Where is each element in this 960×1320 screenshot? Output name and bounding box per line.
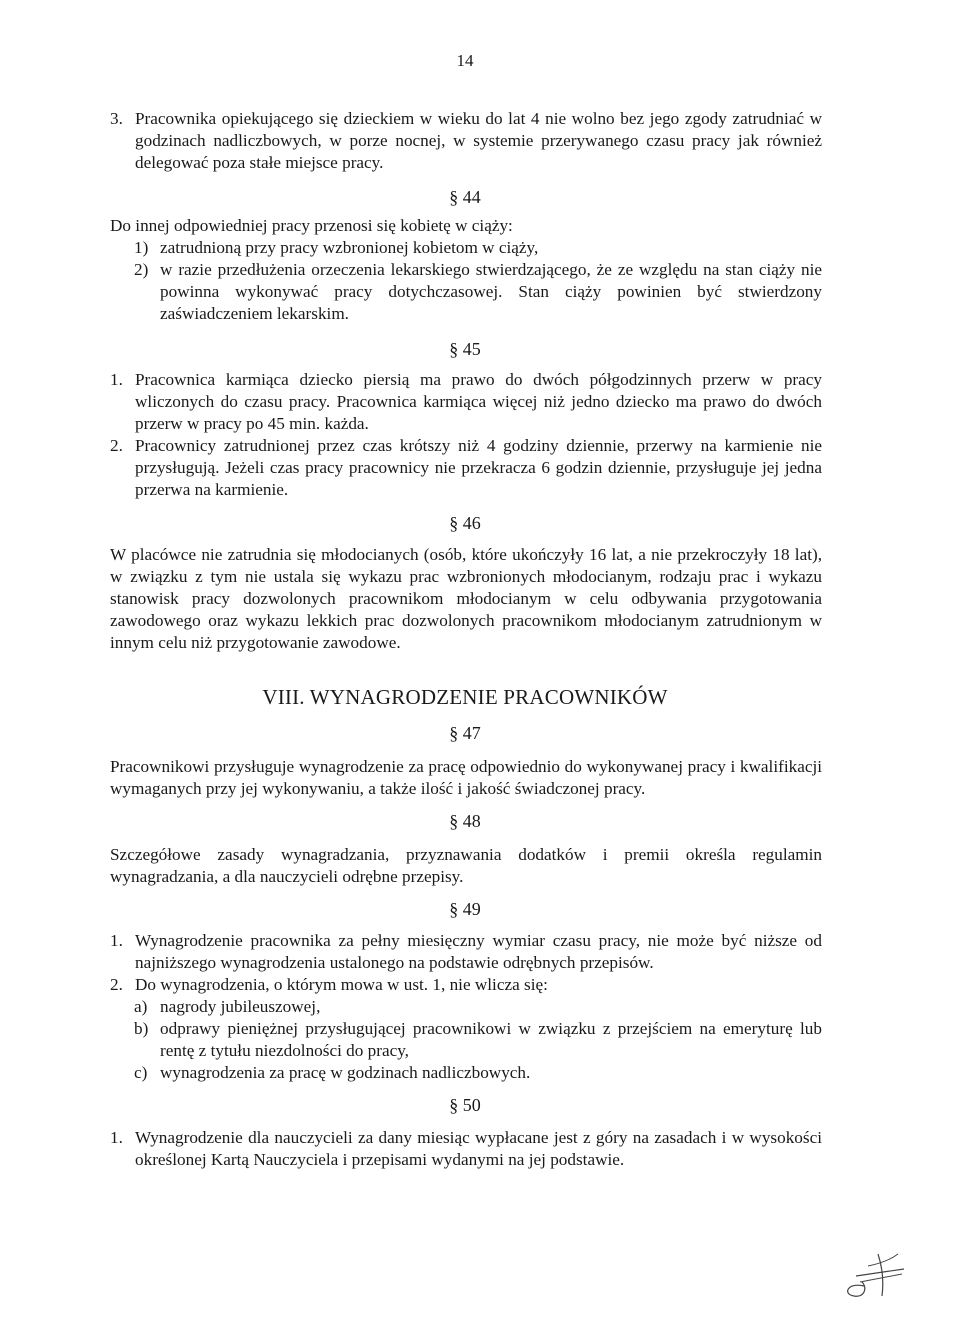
paragraph: Szczegółowe zasady wynagradzania, przyznawania dodatków i premii określa regulamin wynagradzania, a dla nauczycieli odrębne przepisy.: [110, 845, 822, 886]
item-text: w razie przedłużenia orzeczenia lekarskiego stwierdzającego, że ze względu na stan ciąży nie powinna wykonywać pracy dotychczasowej. Stan ciąży powinien być stwierdzony zaświadczeniem lekarskim.: [160, 260, 822, 323]
item-number: a): [134, 997, 148, 1016]
chapter-title: VIII. WYNAGRODZENIE PRACOWNIKÓW: [262, 685, 668, 709]
paragraph: W placówce nie zatrudnia się młodocianych (osób, które ukończyły 16 lat, a nie przekroczyły 18 lat), w związku z tym nie ustala się wykazu prac wzbronionych młodocianym, rodzaju prac i wykazu stanowisk pracy dozwolonych pracownikom młodocianym w celu odbywania przygotowania zawodowego oraz wykazu lekkich prac dozwolonych pracownikom młodocianym zatrudnionym w innym celu niż przygotowanie zawodowe.: [110, 545, 822, 652]
item-number: c): [134, 1063, 148, 1082]
section-heading: § 48: [449, 811, 481, 831]
list-item: [110, 369, 822, 435]
section-heading: § 45: [449, 339, 481, 359]
section-45-body: [110, 369, 822, 501]
signature-initials-icon: [838, 1236, 908, 1300]
list-item: [110, 930, 822, 974]
page-number: 14: [456, 51, 474, 70]
item-number: 1.: [110, 1128, 123, 1147]
section-heading: § 44: [449, 187, 481, 207]
item-text: zatrudnioną przy pracy wzbronionej kobietom w ciąży,: [160, 238, 539, 257]
item-number: 1.: [110, 370, 123, 389]
section-44-body: [110, 215, 822, 325]
section-heading: § 47: [449, 723, 481, 743]
list-item: [110, 435, 822, 501]
paragraph: Pracownikowi przysługuje wynagrodzenie za pracę odpowiednio do wykonywanej pracy i kwalifikacji wymaganych przy jej wykonywaniu, a także ilość i jakość świadczonej pracy.: [110, 757, 822, 798]
list-item: [110, 1127, 822, 1171]
item-text: odprawy pieniężnej przysługującej pracownikowi w związku z przejściem na emeryturę lub rentę z tytułu niezdolności do pracy,: [160, 1019, 822, 1060]
list-item: [110, 108, 822, 174]
item-text: Wynagrodzenie dla nauczycieli za dany miesiąc wypłacane jest z góry na zasadach i w wysokości określonej Kartą Nauczyciela i przepisami wydanymi na jej podstawie.: [135, 1128, 822, 1169]
item-text: wynagrodzenia za pracę w godzinach nadliczbowych.: [160, 1063, 531, 1082]
item-number: 3.: [110, 109, 123, 128]
item-number: 1): [134, 238, 149, 257]
list-item: [110, 1018, 822, 1062]
item-text: Do wynagrodzenia, o którym mowa w ust. 1, nie wlicza się:: [135, 975, 548, 994]
item-text: Pracownicy zatrudnionej przez czas krótszy niż 4 godziny dziennie, przerwy na karmienie nie przysługują. Jeżeli czas pracy pracownicy nie przekracza 6 godzin dziennie, przysługuje jej jedna przerwa na karmienie.: [135, 436, 822, 499]
item-number: 2.: [110, 436, 123, 455]
item-number: 2): [134, 260, 149, 279]
section-heading: § 46: [449, 513, 481, 533]
section-50-body: [110, 1127, 822, 1171]
list-item: [110, 974, 822, 996]
item-text: Pracownika opiekującego się dzieckiem w wieku do lat 4 nie wolno bez jego zgody zatrudniać w godzinach nadliczbowych, w porze nocnej, w systemie przerywanego czasu pracy jak również delegować poza stałe miejsce pracy.: [135, 109, 822, 172]
section-heading: § 49: [449, 899, 481, 919]
list-item: [110, 1062, 822, 1084]
section-47-body: [110, 756, 822, 800]
item-text: Pracownica karmiąca dziecko piersią ma prawo do dwóch półgodzinnych przerw w pracy wliczonych do czasu pracy. Pracownica karmiąca więcej niż jedno dziecko ma prawo do dwóch przerw w pracy po 45 min. każda.: [135, 370, 822, 433]
item-number: 2.: [110, 975, 123, 994]
item-text: Wynagrodzenie pracownika za pełny miesięczny wymiar czasu pracy, nie może być niższe od najniższego wynagrodzenia ustalonego na podstawie odrębnych przepisów.: [135, 931, 822, 972]
list-item: [110, 237, 822, 259]
item-number: 1.: [110, 931, 123, 950]
section-46-body: [110, 544, 822, 654]
list-item: [110, 996, 822, 1018]
item-text: nagrody jubileuszowej,: [160, 997, 321, 1016]
section-heading: § 50: [449, 1095, 481, 1115]
section-48-body: [110, 844, 822, 888]
paragraph: Do innej odpowiedniej pracy przenosi się kobietę w ciąży:: [110, 216, 513, 235]
list-item: [110, 259, 822, 325]
item-number: b): [134, 1019, 149, 1038]
section-49-body: [110, 930, 822, 1084]
